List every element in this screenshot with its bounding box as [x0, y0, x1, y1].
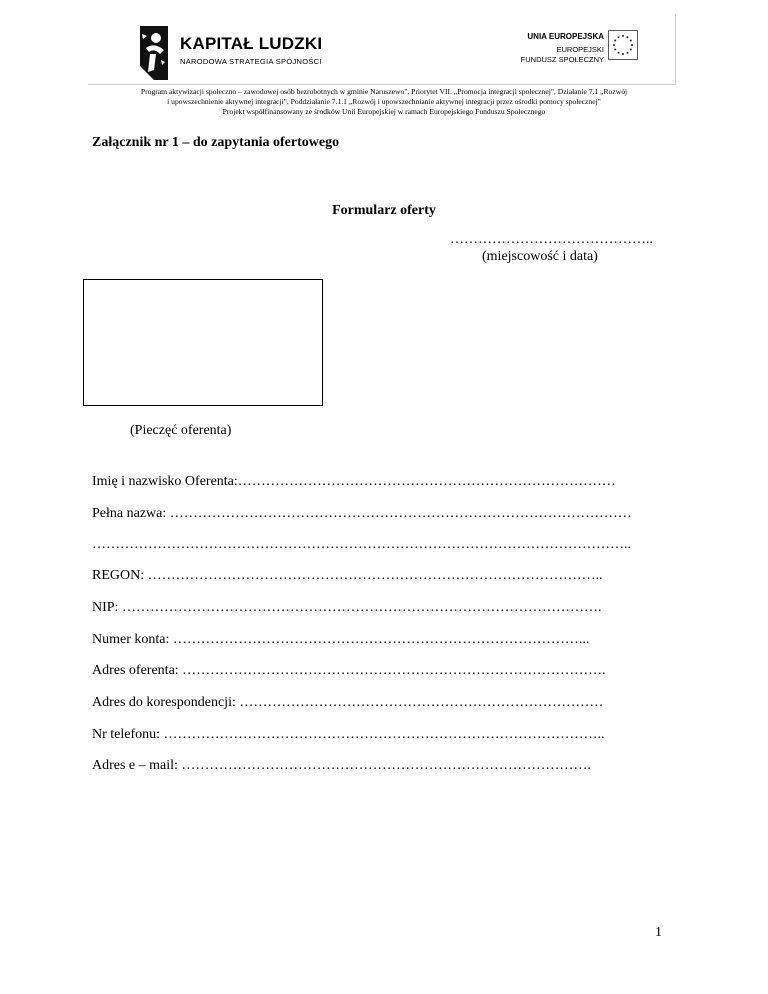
page-number: 1 [655, 925, 662, 940]
date-label: (miejscowość i data) [482, 249, 598, 264]
kapital-ludzki-logo [134, 24, 324, 82]
field-phone: Nr telefonu: ………………………………………………………………………………….. [92, 727, 605, 742]
field-correspondence-address: Adres do korespondencji: …………………………………………………………………… [92, 695, 604, 710]
field-company-name: Pełna nazwa: ……………………………………………………………………………………… [92, 506, 632, 521]
document-title: Załącznik nr 1 – do zapytania ofertowego [92, 135, 340, 150]
field-email: Adres e – mail: ……………………………………………………………………………. [92, 758, 591, 773]
header-line-2: i upowszechnienie aktywnej integracji", Poddziałanie 7.1.1 „Rozwój i upowszechnianie aktywnej integracji przez ośrodki pomocy społecznej" [167, 97, 601, 106]
date-placeholder-dots: …………………………………….. [450, 232, 653, 247]
form-title: Formularz oferty [332, 203, 436, 218]
eu-logo-line2: EUROPEJSKI [556, 45, 604, 54]
eu-logo-line1: UNIA EUROPEJSKA [527, 32, 604, 41]
kapital-ludzki-emblem-icon [134, 24, 174, 82]
header-line-3: Projekt współfinansowany ze środków Unii Europejskiej w ramach Europejskiego Funduszu Społecznego [222, 107, 546, 116]
logo-brand-text: KAPITAŁ LUDZKI [180, 34, 323, 53]
field-account-number: Numer konta: ……………………………………………………………………………... [92, 632, 590, 647]
eu-flag-icon [608, 30, 638, 60]
logo-subtitle-text: NARODOWA STRATEGIA SPÓJNOŚCI [180, 57, 322, 66]
header-line-1: Program aktywizacji społeczno – zawodowej osób bezrobotnych w gminie Naruszewo", Priorytet VII. „Promocja integracji społecznej", Działanie 7.1 „Rozwój [140, 87, 628, 96]
field-nip: NIP: …………………………………………………………………………………………. [92, 600, 602, 615]
field-regon: REGON: …………………………………………………………………………………….. [92, 568, 603, 583]
eu-logo [488, 28, 638, 72]
stamp-label: (Pieczęć oferenta) [130, 423, 232, 438]
field-company-name-continued: …………………………………………………………………………………………………….. [92, 537, 631, 552]
eu-logo-line3: FUNDUSZ SPOŁECZNY [520, 55, 604, 64]
field-full-name: Imię i nazwisko Oferenta:……………………………………………………………………… [92, 474, 616, 489]
project-header-note [88, 87, 680, 117]
stamp-box [83, 279, 323, 406]
header-vertical-divider [675, 14, 676, 84]
header-horizontal-divider [88, 84, 676, 85]
field-address: Adres oferenta: ………………………………………………………………………………. [92, 663, 606, 678]
